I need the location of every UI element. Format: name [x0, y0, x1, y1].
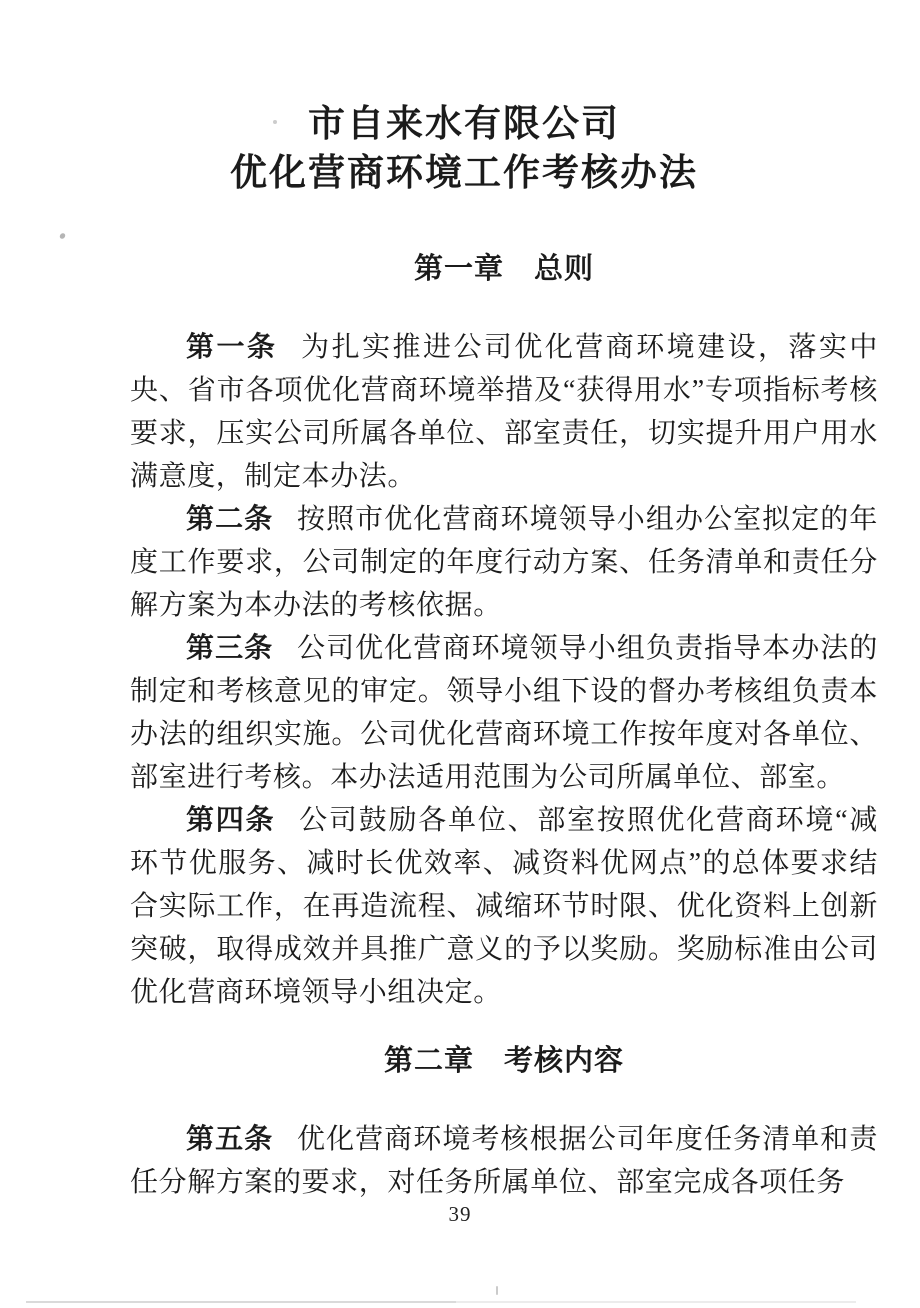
article-2-number: 第二条 — [186, 504, 274, 535]
scan-speck — [496, 1286, 498, 1295]
document-title-line-1: 市自来水有限公司 — [308, 104, 620, 145]
page-number: 39 — [448, 1202, 472, 1226]
article-5 — [130, 1118, 878, 1204]
article-4-text: 公司鼓励各单位、部室按照优化营商环境“减环节优服务、减时长优效率、减资料优网点”的总体要求结合实际工作，在再造流程、减缩环节时限、优化资料上创新突破，取得成效并具推广意义的予以奖励。奖励标准由公司优化营商环境领导小组决定。 — [130, 805, 878, 1008]
article-3 — [130, 627, 878, 799]
article-4-number: 第四条 — [186, 805, 276, 836]
article-2-text: 按照市优化营商环境领导小组办公室拟定的年度工作要求，公司制定的年度行动方案、任务清单和责任分解方案为本办法的考核依据。 — [130, 504, 878, 621]
article-5-number: 第五条 — [186, 1124, 274, 1155]
article-2 — [130, 498, 878, 627]
chapter-1-heading: 第一章 总则 — [413, 253, 594, 285]
chapter-2-heading: 第二章 考核内容 — [383, 1045, 624, 1077]
document-title-line-2: 优化营商环境工作考核办法 — [230, 153, 698, 194]
article-5-text: 优化营商环境考核根据公司年度任务清单和责任分解方案的要求，对任务所属单位、部室完成各项任务 — [130, 1124, 878, 1198]
article-3-number: 第三条 — [186, 633, 274, 664]
document-title — [90, 0, 838, 198]
scan-speck — [59, 232, 67, 240]
article-1 — [130, 326, 878, 498]
scan-edge-artifact — [456, 1301, 856, 1303]
article-1-text: 为扎实推进公司优化营商环境建设，落实中央、省市各项优化营商环境举措及“获得用水”专项指标考核要求，压实公司所属各单位、部室责任，切实提升用户用水满意度，制定本办法。 — [130, 332, 878, 492]
article-1-number: 第一条 — [186, 332, 278, 363]
article-3-text: 公司优化营商环境领导小组负责指导本办法的制定和考核意见的审定。领导小组下设的督办考核组负责本办法的组织实施。公司优化营商环境工作按年度对各单位、部室进行考核。本办法适用范围为公司所属单位、部室。 — [130, 633, 878, 793]
article-4 — [130, 799, 878, 1014]
scan-edge-artifact — [26, 1301, 456, 1303]
